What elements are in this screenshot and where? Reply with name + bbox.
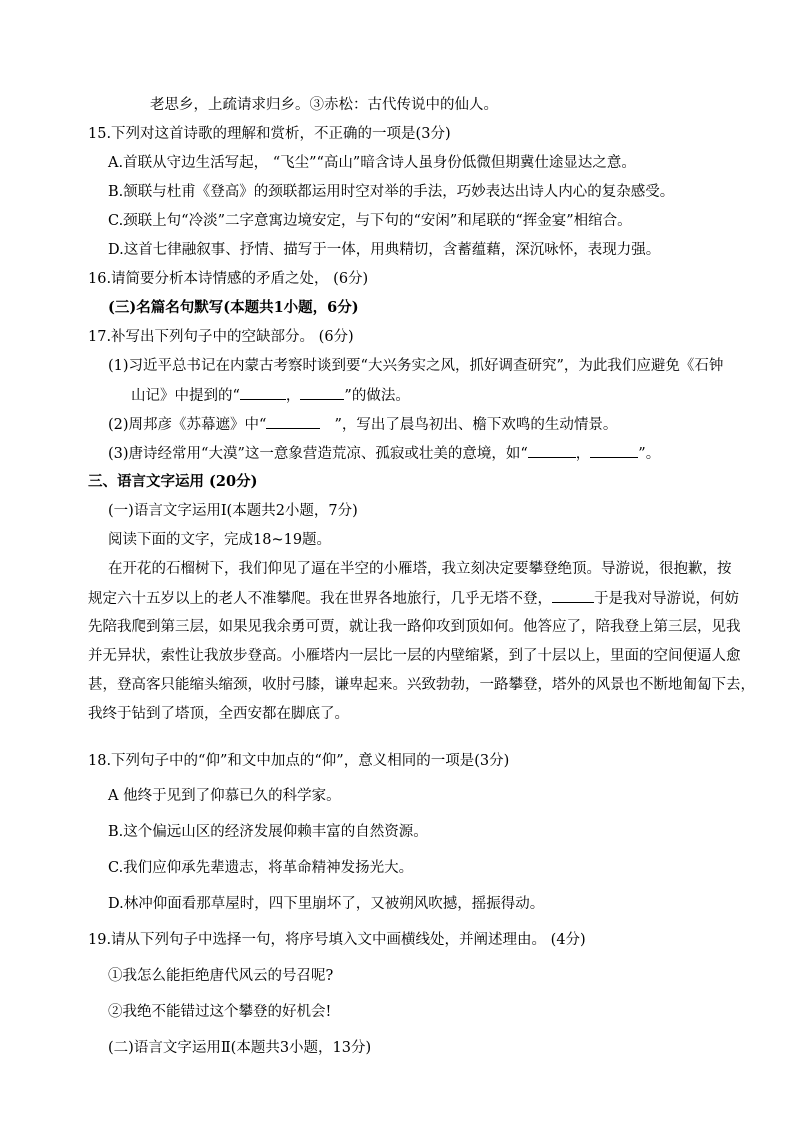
q19-choice-2: ②我绝不能错过这个攀登的好机会! xyxy=(108,1004,332,1020)
q18-option-c: C.我们应仰承先辈遗志，将革命精神发扬光大。 xyxy=(108,860,414,876)
passage-line-5: 甚，登高客只能缩头缩颈，收肘弓膝，谦卑起来。兴致勃勃，一路攀登，塔外的风景也不断地匍匐下去， xyxy=(88,677,755,693)
q17-item-2-post: ”，写出了晨鸟初出、檐下欢鸣的生动情景。 xyxy=(334,417,618,433)
passage-line-3: 先陪我爬到第三层，如果见我余勇可贾，就让我一路仰攻到顶如何。他答应了，陪我登上第三层，见我 xyxy=(88,619,741,635)
q17-item-1b-pre: 山记》中提到的“ xyxy=(131,388,240,404)
q17-item-3-sep: ， xyxy=(575,446,591,462)
q19-choice-1: ①我怎么能拒绝唐代风云的号召呢? xyxy=(108,968,334,984)
part2-heading: (二)语言文字运用Ⅱ(本题共3小题，13分) xyxy=(108,1040,372,1056)
q17-item-1b-sep: ， xyxy=(285,388,301,404)
q15-option-b: B.颔联与杜甫《登高》的颈联都运用时空对举的手法，巧妙表达出诗人内心的复杂感受。 xyxy=(108,184,675,200)
q17-blank-3[interactable] xyxy=(266,414,320,429)
notes-tail: 老思乡，上疏请求归乡。③赤松：古代传说中的仙人。 xyxy=(150,97,498,113)
q17-item-1b-post: ”的做法。 xyxy=(344,388,410,404)
q15-option-a: A.首联从守边生活写起， “飞尘”“高山”暗含诗人虽身份低微但期冀仕途显达之意。 xyxy=(108,155,636,171)
q15-stem: 15.下列对这首诗歌的理解和赏析，不正确的一项是(3分) xyxy=(88,126,451,142)
q17-blank-4[interactable] xyxy=(528,443,576,458)
q15-option-c: C.颈联上句“冷淡”二字意寓边境安定，与下句的“安闲”和尾联的“挥金宴”相绾合。 xyxy=(108,213,632,229)
q18-option-a: A 他终于见到了仰慕已久的科学家。 xyxy=(108,788,341,804)
q17-item-2-pre: (2)周邦彦《苏幕遮》中“ xyxy=(108,417,267,433)
q17-stem: 17.补写出下列句子中的空缺部分。 (6分) xyxy=(88,329,354,345)
q17-blank-2[interactable] xyxy=(300,385,344,400)
section-heading: 三、语言文字运用 (20分) xyxy=(88,473,258,490)
q17-blank-1[interactable] xyxy=(240,385,286,400)
part1-intro: 阅读下面的文字，完成18~19题。 xyxy=(108,532,332,548)
part1-heading: (一)语言文字运用Ⅰ(本题共2小题，7分) xyxy=(108,503,358,519)
q17-item-3 xyxy=(108,443,660,464)
passage-blank[interactable] xyxy=(552,588,594,603)
q17-item-3-pre: (3)唐诗经常用“大漠”这一意象营造荒凉、孤寂或壮美的意境，如“ xyxy=(108,446,528,462)
passage-line-2-pre: 规定六十五岁以上的老人不准攀爬。我在世界各地旅行，几乎无塔不登， xyxy=(88,591,552,607)
q17-item-1b xyxy=(131,385,410,406)
q17-item-1a: (1)习近平总书记在内蒙古考察时谈到要“大兴务实之风，抓好调查研究”，为此我们应避免《石钟 xyxy=(108,358,724,374)
q16-stem: 16.请简要分析本诗情感的矛盾之处， (6分) xyxy=(88,271,369,287)
section-3-subheading: (三)名篇名句默写(本题共1小题，6分) xyxy=(108,299,359,316)
passage-line-4: 并无异状，索性让我放步登高。小雁塔内一层比一层的内壁缩紧，到了十层以上，里面的空间便逼人愈 xyxy=(88,648,741,664)
passage-line-1: 在开花的石榴树下，我们仰见了逼在半空的小雁塔，我立刻决定要攀登绝顶。导游说，很抱歉，按 xyxy=(108,561,732,577)
q18-option-b: B.这个偏远山区的经济发展仰赖丰富的自然资源。 xyxy=(108,824,428,840)
q19-stem: 19.请从下列句子中选择一句，将序号填入文中画横线处，并阐述理由。 (4分) xyxy=(88,932,586,948)
passage-line-6: 我终于钻到了塔顶，全西安都在脚底了。 xyxy=(88,706,349,722)
passage-line-2 xyxy=(88,588,739,609)
q18-option-d: D.林冲仰面看那草屋时，四下里崩坏了，又被朔风吹撼，摇振得动。 xyxy=(108,896,545,912)
q17-item-2 xyxy=(108,414,617,435)
q17-item-3-post: ”。 xyxy=(638,446,661,462)
q17-blank-5[interactable] xyxy=(590,443,638,458)
q15-option-d: D.这首七律融叙事、抒情、描写于一体，用典精切，含蓄蕴藉，深沉咏怀，表现力强。 xyxy=(108,242,661,258)
q18-stem: 18.下列句子中的“仰”和文中加点的“仰”，意义相同的一项是(3分) xyxy=(88,753,510,769)
passage-line-2-post: 于是我对导游说，何妨 xyxy=(594,591,739,607)
